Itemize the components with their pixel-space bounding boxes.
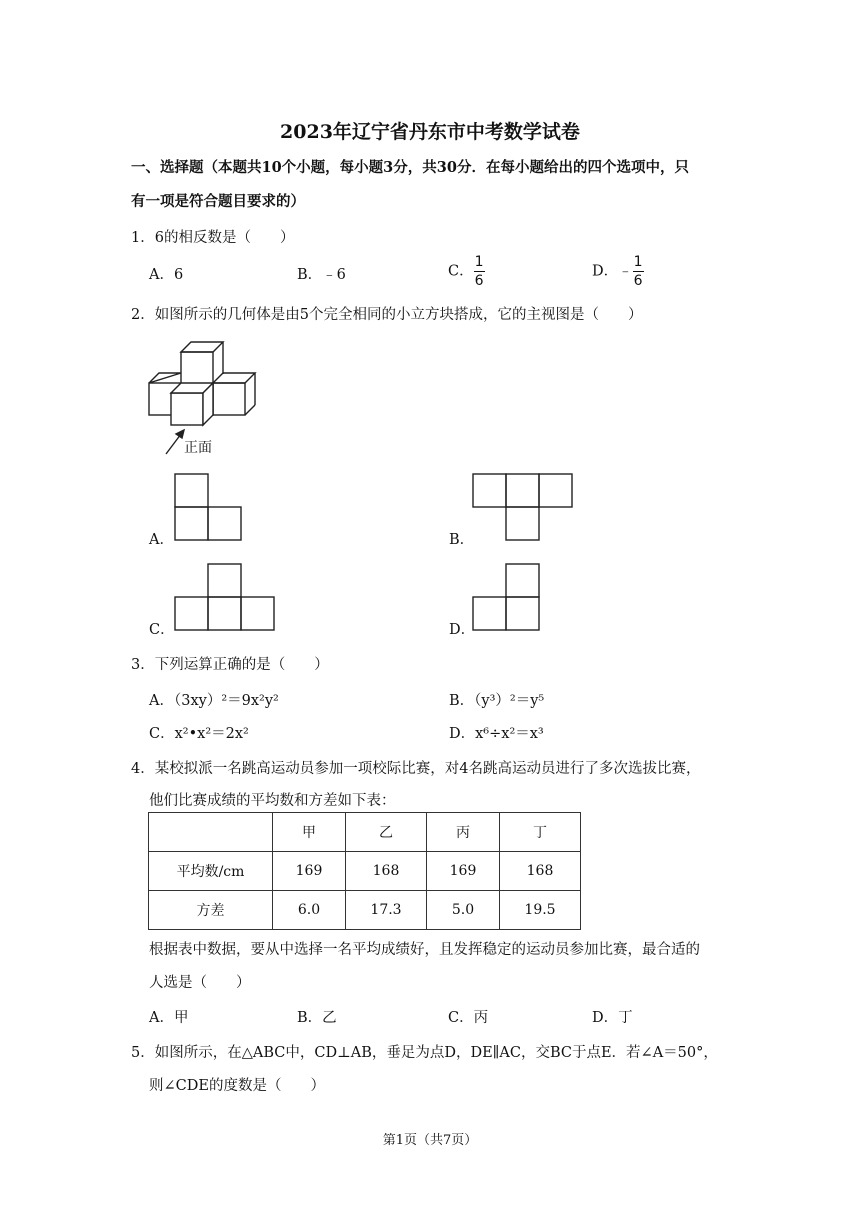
q3-option-a: A．（3xy）²＝9x²y² — [149, 693, 279, 709]
q2-option-c-view — [174, 563, 276, 631]
table-row-label: 平均数/cm — [149, 852, 273, 891]
table-header-row — [149, 813, 581, 852]
q4-stem-line1: 4．某校拟派一名跳高运动员参加一项校际比赛，对4名跳高运动员进行了多次选拔比赛， — [131, 761, 701, 777]
section-heading-line2: 有一项是符合题目要求的） — [131, 193, 305, 210]
q3-option-d: D．x⁶÷x²＝x³ — [449, 726, 544, 742]
table-header-cell: 乙 — [346, 813, 427, 852]
fraction-numerator: 1 — [474, 254, 484, 270]
q2-option-b-view — [472, 473, 574, 541]
q2-option-c: C． — [149, 622, 175, 638]
q4-option-d: D．丁 — [592, 1010, 633, 1026]
q4-after-line2: 人选是（ ） — [149, 975, 251, 991]
q3-stem: 3．下列运算正确的是（ ） — [131, 657, 329, 673]
q4-option-c: C．丙 — [448, 1010, 489, 1026]
q3-option-c: C．x²•x²＝2x² — [149, 726, 249, 742]
table-cell: 168 — [500, 852, 581, 891]
q2-option-b: B． — [449, 532, 475, 548]
q2-front-label: 正面 — [184, 440, 212, 456]
q1-option-d — [592, 255, 644, 288]
q2-option-d-view — [472, 563, 542, 631]
q2-option-d: D． — [449, 622, 476, 638]
q1-option-b: B．﹣6 — [297, 267, 346, 283]
q4-stem-line2: 他们比赛成绩的平均数和方差如下表： — [149, 793, 396, 809]
page-footer: 第1页（共7页） — [382, 1133, 478, 1148]
q2-option-a: A． — [149, 532, 174, 548]
q1-option-c — [448, 255, 485, 288]
table-cell: 168 — [346, 852, 427, 891]
table-cell: 169 — [427, 852, 500, 891]
table-row-label: 方差 — [149, 891, 273, 930]
table-cell: 169 — [273, 852, 346, 891]
q1-option-d-fraction — [633, 255, 644, 288]
table-cell: 5.0 — [427, 891, 500, 930]
table-cell: 6.0 — [273, 891, 346, 930]
fraction-numerator: 1 — [633, 254, 643, 270]
table-header-cell: 丁 — [500, 813, 581, 852]
q4-option-a: A．甲 — [149, 1010, 189, 1026]
q1-option-c-prefix: C． — [448, 263, 474, 280]
q1-stem: 1．6的相反数是（ ） — [131, 230, 295, 246]
q2-option-a-view — [174, 473, 244, 541]
table-cell: 17.3 — [346, 891, 427, 930]
q2-stem: 2．如图所示的几何体是由5个完全相同的小立方块搭成，它的主视图是（ ） — [131, 307, 643, 323]
q4-after-line1: 根据表中数据，要从中选择一名平均成绩好，且发挥稳定的运动员参加比赛，最合适的 — [149, 942, 700, 958]
q1-option-a: A．6 — [149, 267, 184, 283]
table-header-cell — [149, 813, 273, 852]
q1-option-c-fraction — [474, 255, 485, 288]
fraction-denominator: 6 — [633, 273, 643, 289]
table-cell: 19.5 — [500, 891, 581, 930]
q3-option-b: B．（y³）²＝y⁵ — [449, 693, 545, 709]
page-title: 2023年辽宁省丹东市中考数学试卷 — [280, 121, 580, 143]
table-row — [149, 852, 581, 891]
fraction-denominator: 6 — [474, 273, 484, 289]
table-row — [149, 891, 581, 930]
q1-option-d-prefix: D．﹣ — [592, 263, 633, 280]
q5-stem-line1: 5．如图所示，在△ABC中，CD⊥AB，垂足为点D，DE∥AC，交BC于点E．若∠A＝50°， — [131, 1045, 718, 1061]
section-heading-line1: 一、选择题（本题共10个小题，每小题3分，共30分．在每小题给出的四个选项中，只 — [131, 159, 689, 176]
q4-option-b: B．乙 — [297, 1010, 337, 1026]
table-header-cell: 甲 — [273, 813, 346, 852]
table-header-cell: 丙 — [427, 813, 500, 852]
q4-score-table — [148, 812, 581, 930]
q5-stem-line2: 则∠CDE的度数是（ ） — [149, 1078, 325, 1094]
